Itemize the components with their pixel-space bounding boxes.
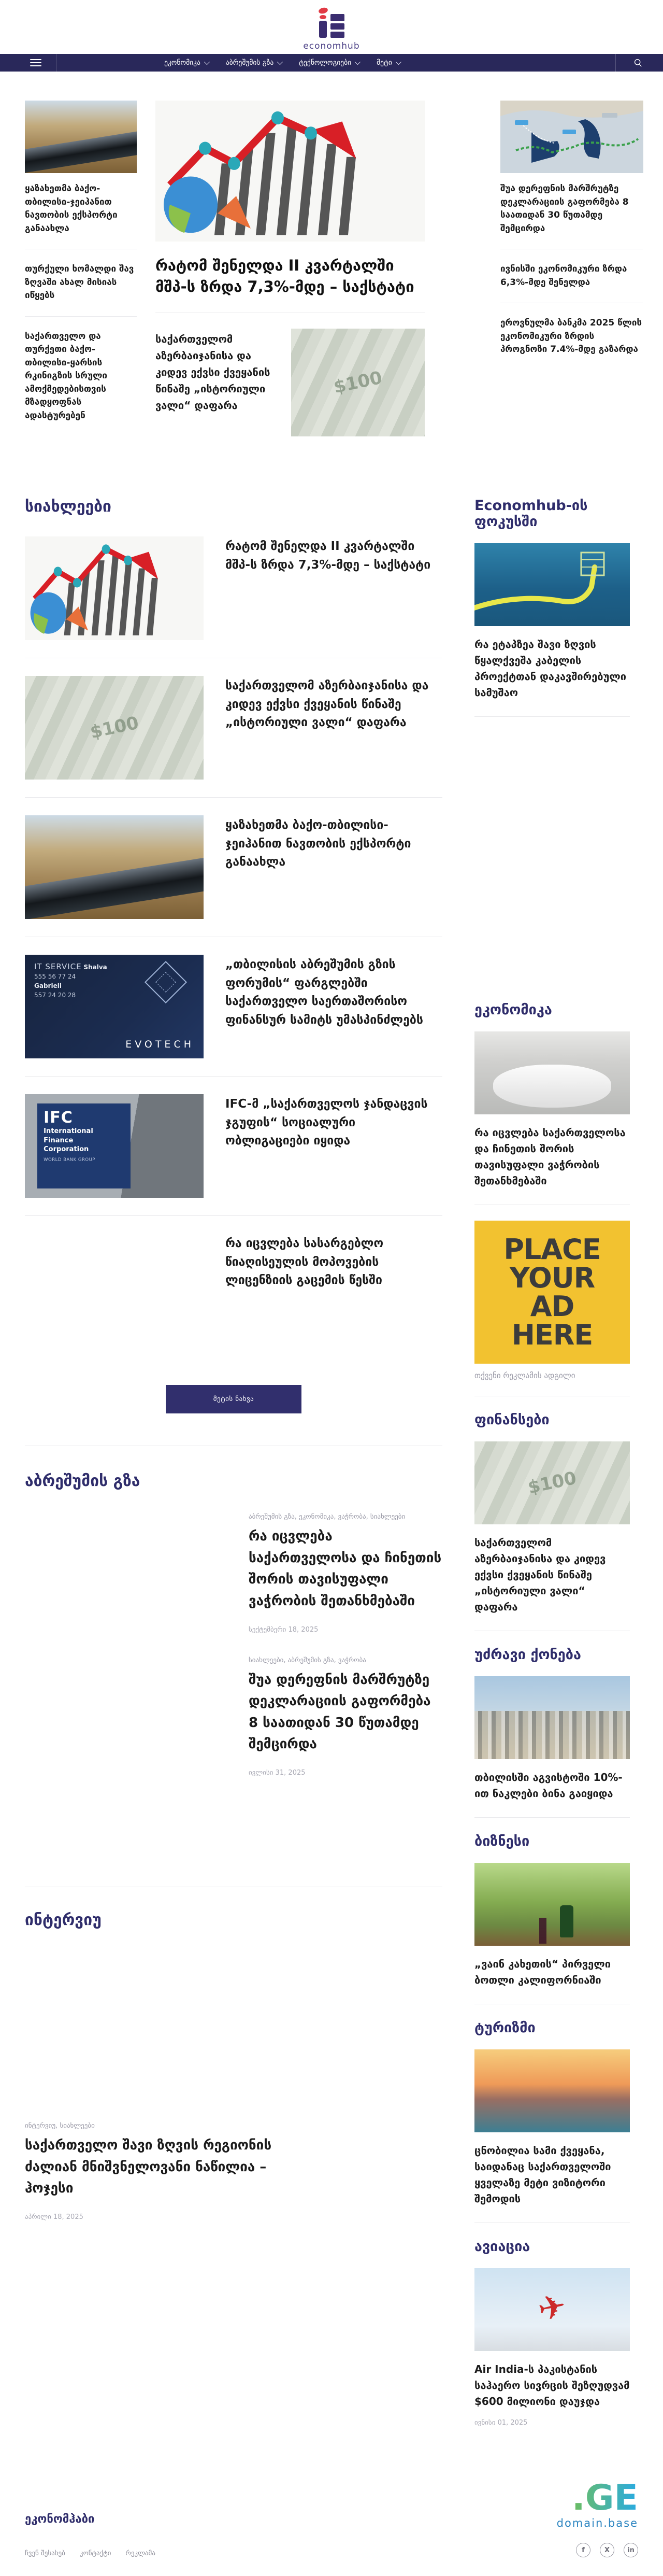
empty-image-slot (25, 1234, 204, 1337)
article-categories[interactable]: ინტერვიუ, სიახლეები (25, 2121, 95, 2130)
featured-left-column (25, 101, 137, 436)
news-list-item (25, 798, 442, 937)
ad-text-line: AD (530, 1290, 574, 1323)
ifc-abbr: IFC (44, 1109, 73, 1127)
article-title[interactable]: IFC-მ „საქართველოს ჯანდაცვის ჯგუფის“ სოციალური ობლიგაციები იყიდა (225, 1097, 428, 1148)
article-date: ივნისი 01, 2025 (474, 2419, 528, 2427)
chart-illustration (25, 536, 204, 640)
sidebar-section-business (474, 1833, 630, 1988)
sidebar-section-tourism (474, 2020, 630, 2207)
news-list-item (25, 523, 442, 658)
footer-right (556, 2478, 638, 2557)
article-image-subsea-cable[interactable] (474, 543, 630, 626)
ad-text-line: YOUR (509, 1262, 595, 1295)
ad-text-line: PLACE (503, 1233, 601, 1266)
article-title[interactable]: საქართველო შავი ზღვის რეგიონის ძალიან მნიშვნელოვანი ნაწილია – ჰოჯესი (25, 2137, 272, 2197)
article-image-dollars[interactable] (474, 1441, 630, 1524)
evotech-logo-icon (145, 961, 187, 1003)
article-title[interactable]: საქართველო და თურქეთი ბაქო-თბილისი-ყარსის რკინიგზის სრული ამოქმედებისთვის მზადყოფნას ადასტურებენ (25, 331, 107, 421)
cable-illustration (474, 543, 630, 626)
nav-item-label: ეკონომიკა (164, 59, 200, 67)
article-image-pipeline[interactable] (25, 815, 204, 919)
interview-section (25, 1911, 442, 2221)
sidebar-section-focus (474, 498, 630, 701)
section-title-silk-road: აბრეშუმის გზა (25, 1472, 140, 1491)
article-image-pipeline[interactable] (25, 101, 137, 173)
sidebar-section-title: ტურიზმი (474, 2020, 536, 2036)
featured-sub-article (155, 329, 425, 436)
article-title[interactable]: შუა დერეფნის მარშრუტზე დეკლარაციის გაფორმება 8 საათიდან 30 წუთამდე შემცირდა (500, 183, 629, 234)
ge-logo-text: .GE (557, 2481, 638, 2516)
silk-road-article (249, 1657, 442, 1777)
article-date: ივლისი 31, 2025 (249, 1768, 306, 1777)
article-title[interactable]: თბილისში აგვისტოში 10%-ით ნაკლები ბინა გაიყიდა (474, 1771, 623, 1800)
silk-road-section (25, 1472, 442, 1855)
featured-right-column (500, 101, 643, 436)
divider (474, 1817, 630, 1818)
chevron-down-icon (396, 59, 401, 65)
nav-menu (164, 59, 400, 67)
article-title[interactable]: საქართველომ აზერბაიჯანისა და კიდევ ექვსი ქვეყანის წინაშე „ისტორიული ვალი“ დაფარა (155, 333, 270, 412)
main-navbar (0, 54, 663, 72)
ifc-line: Finance (44, 1136, 74, 1144)
site-footer (0, 2460, 663, 2576)
hamburger-icon[interactable] (30, 57, 41, 68)
sidebar-section-economy (474, 1002, 630, 1189)
footer-link-about[interactable]: ჩვენ შესახებ (25, 2550, 65, 2558)
ad-caption: თქვენი რეკლამის ადგილი (474, 1371, 575, 1381)
news-list-item (25, 1077, 442, 1216)
article-title[interactable]: Air India-ს პაკისტანის საჰაერო სივრცის შეზღუდვამ $600 მილიონი დაუჯდა (474, 2363, 630, 2408)
sidebar-spacer (474, 732, 630, 1002)
social-links (576, 2543, 638, 2557)
logo-icon-left (319, 8, 328, 38)
article-image-dollars[interactable] (25, 676, 204, 780)
article-title[interactable]: საქართველომ აზერბაიჯანისა და კიდევ ექვსი ქვეყანის წინაშე „ისტორიული ვალი“ დაფარა (225, 679, 429, 730)
article-title[interactable]: რატომ შენელდა II კვარტალში მშპ-ს ზრდა 7,3%-მდე – საქსტატი (225, 540, 431, 572)
footer-link-contact[interactable]: კონტაქტი (79, 2550, 111, 2558)
nav-item-more[interactable] (377, 59, 400, 67)
article-title[interactable]: რა იცვლება საქართველოსა და ჩინეთის შორის თავისუფალი ვაჭრობის შეთანხმებაში (474, 1126, 626, 1187)
article-title[interactable]: ყაზახეთმა ბაქო-თბილისი-ჯეიჰანით ნავთობის ექსპორტი განაახლა (225, 818, 411, 869)
divider (474, 716, 630, 717)
ge-logo-subtext: domain.base (556, 2517, 638, 2530)
article-image-tourism[interactable] (474, 2049, 630, 2132)
divider (25, 316, 137, 317)
main-headline[interactable]: რატომ შენელდა II კვარტალში მშპ-ს ზრდა 7,3%-მდე – საქსტატი (155, 257, 414, 295)
ifc-sign (37, 1103, 130, 1188)
sidebar-section-aviation (474, 2239, 630, 2427)
interview-article (25, 2122, 315, 2221)
ifc-line: International (44, 1127, 93, 1136)
article-title[interactable]: ცნობილია სამი ქვეყანა, საიდანაც საქართველოში ყველაზე მეტი ვიზიტორი შემოდის (474, 2144, 611, 2205)
article-image-corridor-map[interactable] (500, 101, 643, 173)
site-logo[interactable] (303, 3, 359, 51)
evotech-service-label: IT SERVICE (34, 962, 82, 972)
nav-item-technologies[interactable] (299, 59, 359, 67)
nav-item-label: აბრეშუმის გზა (225, 59, 274, 67)
news-column (25, 498, 442, 2427)
sidebar-section-title: ავიაცია (474, 2239, 530, 2255)
article-categories[interactable]: აბრეშუმის გზა, ეკონომიკა, ვაჭრობა, სიახლეები (249, 1513, 406, 1521)
contact-phone: 557 24 20 28 (34, 992, 76, 999)
domain-ge-logo[interactable] (556, 2478, 638, 2530)
logo-icon-right (330, 14, 344, 38)
nav-item-economy[interactable] (164, 59, 208, 67)
article-title[interactable]: ყაზახეთმა ბაქო-თბილისი-ჯეიჰანით ნავთობის ექსპორტი განაახლა (25, 183, 118, 234)
ifc-line: Corporation (44, 1145, 89, 1154)
sidebar-section-finance (474, 1412, 630, 1615)
featured-main-column (155, 101, 425, 436)
footer-brand: ეკონომჰაბი (25, 2513, 95, 2526)
article-title[interactable]: რა იცვლება საქართველოსა და ჩინეთის შორის თავისუფალი ვაჭრობის შეთანხმებაში (249, 1528, 442, 1609)
evotech-card (25, 955, 204, 1058)
x-twitter-icon[interactable]: X (600, 2543, 614, 2557)
article-categories[interactable]: სიახლეები, აბრეშუმის გზა, ვაჭრობა (249, 1656, 366, 1664)
sidebar-section-title: უძრავი ქონება (474, 1647, 581, 1663)
chart-illustration (155, 101, 425, 242)
section-spacer (25, 1777, 442, 1855)
section-title-interview: ინტერვიუ (25, 1910, 102, 1929)
search-icon[interactable] (630, 58, 645, 68)
article-title[interactable]: შუა დერეფნის მარშრუტზე დეკლარაციის გაფორმება 8 საათიდან 30 წუთამდე შემცირდა (249, 1672, 431, 1752)
article-title[interactable]: რა ეტაპზეა შავი ზღვის წყალქვეშა კაბელის პროექტთან დაკავშირებული სამუშაო (474, 638, 627, 699)
nav-divider (615, 54, 616, 72)
site-header (0, 0, 663, 54)
article-title[interactable]: რა იცვლება სასარგებლო წიაღისეულის მოპოვების ლიცენზიის გაცემის წესში (225, 1237, 384, 1287)
sidebar (474, 498, 630, 2427)
nav-item-silk-road[interactable] (226, 59, 281, 67)
footer-left (25, 2513, 155, 2557)
article-date: აპრილი 18, 2025 (25, 2213, 83, 2221)
featured-grid (25, 101, 642, 436)
article-title[interactable]: „თბილისის აბრეშუმის გზის ფორუმის“ ფარგლებში საქართველო საერთაშორისო ფინანსურ სამიტს უმასპინძლებს (225, 958, 423, 1027)
footer-link-advertising[interactable]: რეკლამა (125, 2550, 155, 2558)
load-more-button[interactable]: მეტის ნახვა (166, 1385, 302, 1413)
sidebar-section-title: ეკონომიკა (474, 1002, 552, 1018)
footer-links (25, 2550, 155, 2557)
article-image-city[interactable] (474, 1676, 630, 1759)
ad-banner[interactable] (474, 1221, 630, 1364)
evotech-brand: EVOTECH (125, 1039, 194, 1051)
economhub-logo-icon (319, 8, 344, 38)
article-title[interactable]: ივნისში ეკონომიკური ზრდა 6,3%-მდე შენელდა (500, 264, 627, 288)
news-list-item (25, 937, 442, 1077)
article-image-dollars[interactable] (291, 329, 425, 436)
contact-name: Shalva (83, 964, 107, 971)
article-date: სექტემბერი 18, 2025 (249, 1625, 319, 1634)
chevron-down-icon (277, 59, 283, 65)
article-title[interactable]: საქართველომ აზერბაიჯანისა და კიდევ ექვსი ქვეყანის წინაშე „ისტორიული ვალი“ დაფარა (474, 1536, 606, 1613)
facebook-icon[interactable]: f (576, 2543, 590, 2557)
article-image-ifc[interactable] (25, 1094, 204, 1198)
article-image-chart[interactable] (155, 101, 425, 242)
nav-item-label: მეტი (377, 59, 392, 67)
chevron-down-icon (355, 59, 361, 65)
article-image-meeting[interactable] (474, 1031, 630, 1114)
logo-text: economhub (303, 41, 360, 51)
article-title[interactable]: თურქული ხომალდი შავ ზღვაში ახალ მისიას იწყებს (25, 264, 134, 301)
sidebar-section-real-estate (474, 1647, 630, 1802)
news-list-item (25, 1216, 442, 1355)
chevron-down-icon (204, 59, 210, 65)
contact-phone: 555 56 77 24 (34, 973, 76, 981)
article-title[interactable]: ეროვნულმა ბანკმა 2025 წლის ეკონომიკური ზრდის პროგნოზი 7.4%-მდე გაზარდა (500, 318, 642, 355)
ifc-line: WORLD BANK GROUP (44, 1157, 95, 1163)
sidebar-section-title: ბიზნესი (474, 1833, 530, 1850)
article-image-chart[interactable] (25, 536, 204, 640)
news-list-item (25, 658, 442, 798)
silk-road-article (249, 1513, 442, 1633)
article-image-evotech-banner[interactable] (25, 955, 204, 1058)
sidebar-section-title: ფინანსები (474, 1412, 550, 1428)
contact-name: Gabrieli (34, 982, 62, 990)
nav-item-label: ტექნოლოგიები (299, 59, 352, 67)
article-image-air-india[interactable] (474, 2268, 630, 2351)
map-illustration (500, 101, 643, 173)
section-title-news: სიახლეები (25, 498, 111, 516)
sidebar-section-title: Economhub-ის ფოკუსში (474, 498, 588, 530)
linkedin-icon[interactable]: in (624, 2543, 638, 2557)
ad-text-line: HERE (511, 1319, 593, 1352)
article-image-vineyard[interactable] (474, 1863, 630, 1946)
article-title[interactable]: „ვაინ კახეთის“ პირველი ბოთლი კალიფორნიაში (474, 1958, 611, 1987)
